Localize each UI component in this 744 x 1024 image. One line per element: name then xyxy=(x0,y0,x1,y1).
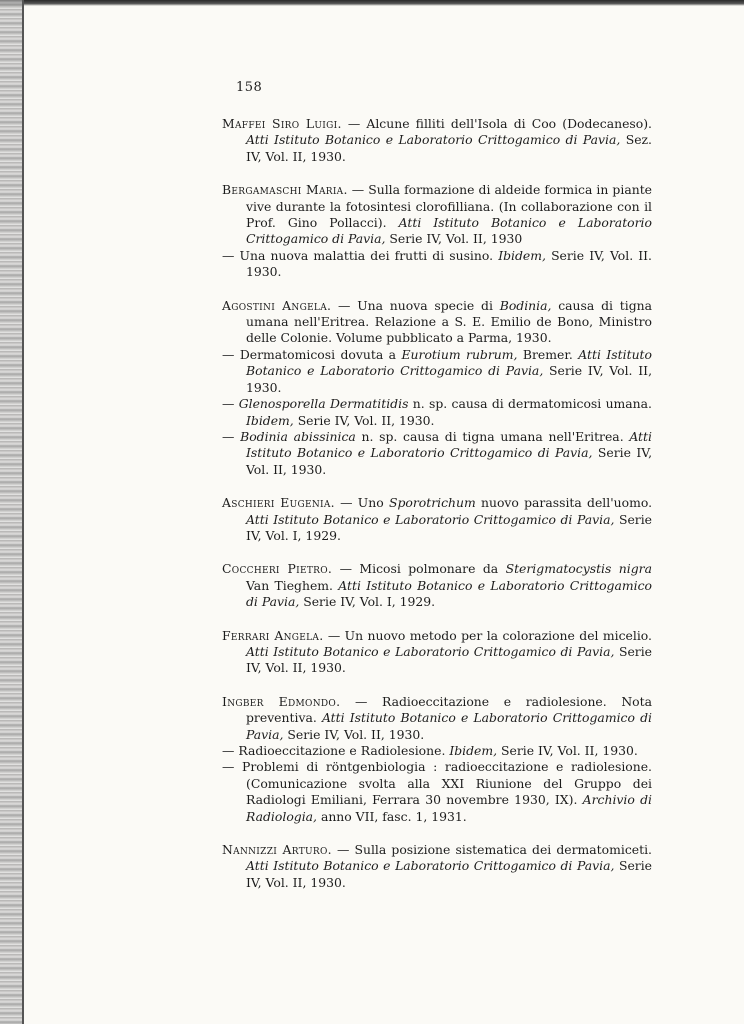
entry-text: Bremer. xyxy=(517,346,579,362)
italic-text: Ibidem, xyxy=(246,412,294,428)
author-name: Agostini Angela. xyxy=(222,297,332,313)
entry-text: — Micosi polmonare da xyxy=(332,561,506,577)
entry-main-citation xyxy=(222,628,652,677)
bibliography-entry xyxy=(222,298,652,478)
italic-text: Atti Istituto Botanico e Laboratorio Crittogamico di Pavia, xyxy=(246,215,652,247)
entry-text: — Uno xyxy=(334,495,389,511)
bibliography-entry xyxy=(222,842,652,891)
entry-text: Serie IV, Vol. II, 1930. xyxy=(246,858,652,890)
italic-text: Sporotrichum xyxy=(388,495,476,511)
author-name: Coccheri Pietro. xyxy=(222,561,333,577)
italic-text: Atti Istituto Botanico e Laboratorio Crittogamico di Pavia, xyxy=(246,577,652,610)
binding-spine xyxy=(0,0,24,1024)
entry-text: Sez. IV, Vol. II, 1930. xyxy=(246,132,652,164)
entry-text: — Sulla formazione di aldeide formica in piante vive durante la fotosintesi clorofilliana. (In collaborazione con il Prof. Gino Pollacci). xyxy=(246,182,653,231)
bibliography-entry xyxy=(222,628,652,677)
entry-text: — xyxy=(222,396,239,412)
author-name: Aschieri Eugenia. xyxy=(222,495,335,511)
bibliography-entry xyxy=(222,694,652,825)
binding-edge-line xyxy=(22,0,24,1024)
entry-main-citation xyxy=(222,561,652,610)
entry-text: Serie IV, Vol. II, 1930. xyxy=(246,643,652,676)
entry-text: Serie IV, Vol. II, 1930 xyxy=(385,231,523,247)
entry-text: — Alcune filliti dell'Isola di Coo (Dodecaneso). xyxy=(341,116,652,131)
entry-text: Serie IV, Vol. II, 1930. xyxy=(283,726,425,742)
entry-text: — Una nuova specie di xyxy=(331,297,500,313)
entry-main-citation xyxy=(222,842,652,891)
italic-text: Sterigmatocystis nigra xyxy=(505,561,652,577)
entry-text: Serie IV, Vol. II, 1930. xyxy=(293,412,435,428)
entry-text: Serie IV, Vol. II, 1930. xyxy=(497,743,638,758)
bibliography-entry xyxy=(222,495,652,544)
entry-text: Serie IV, Vol. II, 1930. xyxy=(246,445,653,477)
entry-text: — Problemi di röntgenbiologia : radioeccitazione e radiolesione. (Comunicazione svolta alla XXI Riunione del Gruppo dei Radiologi Emiliani, Ferrara 30 novembre 1930, IX). xyxy=(222,759,652,808)
author-name: Nannizzi Arturo. xyxy=(222,842,332,858)
entry-sub-citation xyxy=(222,429,652,478)
italic-text: Atti Istituto Botanico e Laboratorio Crittogamico di Pavia, xyxy=(246,132,621,148)
entry-sub-citation xyxy=(222,248,652,281)
entry-text: Serie IV, Vol. II, 1930. xyxy=(246,363,653,395)
bibliography-list xyxy=(222,116,652,908)
entry-text: Serie IV, Vol. I, 1929. xyxy=(299,594,436,610)
entry-text: n. sp. causa di tigna umana nell'Eritrea. xyxy=(355,428,630,444)
entry-sub-citation xyxy=(222,759,652,825)
entry-sub-citation xyxy=(222,396,652,429)
entry-text: Serie IV, Vol. II. 1930. xyxy=(246,247,652,280)
author-name: Ferrari Angela. xyxy=(222,627,324,643)
bibliography-entry xyxy=(222,561,652,610)
italic-text: Ibidem, xyxy=(449,743,498,758)
entry-text: — Radioeccitazione e Radiolesione. xyxy=(222,743,450,758)
author-name: Ingber Edmondo. xyxy=(222,693,341,709)
italic-text: Atti Istituto Botanico e Laboratorio Crittogamico di Pavia, xyxy=(246,858,615,874)
italic-text: Atti Istituto Botanico e Laboratorio Crittogamico di Pavia, xyxy=(246,428,652,461)
italic-text: Atti Istituto Botanico e Laboratorio Crittogamico di Pavia, xyxy=(246,346,652,379)
entry-text: — Sulla posizione sistematica dei dermatomiceti. xyxy=(331,842,652,858)
entry-main-citation xyxy=(222,116,652,165)
italic-text: Archivio di Radiologia, xyxy=(246,792,652,824)
entry-text: Serie IV, Vol. I, 1929. xyxy=(246,511,652,543)
entry-main-citation xyxy=(222,694,652,743)
page-number: 158 xyxy=(236,80,263,95)
entry-text: anno VII, fasc. 1, 1931. xyxy=(317,808,467,824)
entry-text: Van Tieghem. xyxy=(246,577,339,593)
entry-text: n. sp. causa di dermatomicosi umana. xyxy=(408,396,652,412)
page-top-edge xyxy=(0,0,744,6)
italic-text: Atti Istituto Botanico e Laboratorio Crittogamico di Pavia, xyxy=(246,710,652,742)
italic-text: Bodinia abissinica xyxy=(240,428,356,444)
author-name: Maffei Siro Luigi. xyxy=(222,116,342,131)
entry-text: — Dermatomicosi dovuta a xyxy=(222,346,402,362)
italic-text: Ibidem, xyxy=(498,247,546,263)
italic-text: Eurotium rubrum, xyxy=(401,346,518,362)
italic-text: Bodinia, xyxy=(499,297,552,313)
entry-text: — Radioeccitazione e radiolesione. Nota preventiva. xyxy=(246,693,652,726)
entry-text: — xyxy=(222,428,241,444)
entry-sub-citation xyxy=(222,347,652,396)
entry-sub-citation xyxy=(222,743,652,759)
bibliography-entry xyxy=(222,182,652,280)
bibliography-entry xyxy=(222,116,652,165)
author-name: Bergamaschi Maria. xyxy=(222,182,348,198)
entry-text: — Una nuova malattia dei frutti di susino. xyxy=(222,247,499,263)
entry-main-citation xyxy=(222,495,652,544)
italic-text: Glenosporella Dermatitidis xyxy=(238,396,409,412)
italic-text: Atti Istituto Botanico e Laboratorio Crittogamico di Pavia, xyxy=(246,511,615,527)
entry-text: causa di tigna umana nell'Eritrea. Relazione a S. E. Emilio de Bono, Ministro delle Colonie. Volume pubblicato a Parma, 1930. xyxy=(246,297,652,346)
entry-main-citation xyxy=(222,182,652,248)
entry-main-citation xyxy=(222,298,652,347)
italic-text: Atti Istituto Botanico e Laboratorio Crittogamico di Pavia, xyxy=(246,643,615,659)
entry-text: nuovo parassita dell'uomo. xyxy=(475,495,653,511)
entry-text: — Un nuovo metodo per la colorazione del micelio. xyxy=(323,627,652,643)
